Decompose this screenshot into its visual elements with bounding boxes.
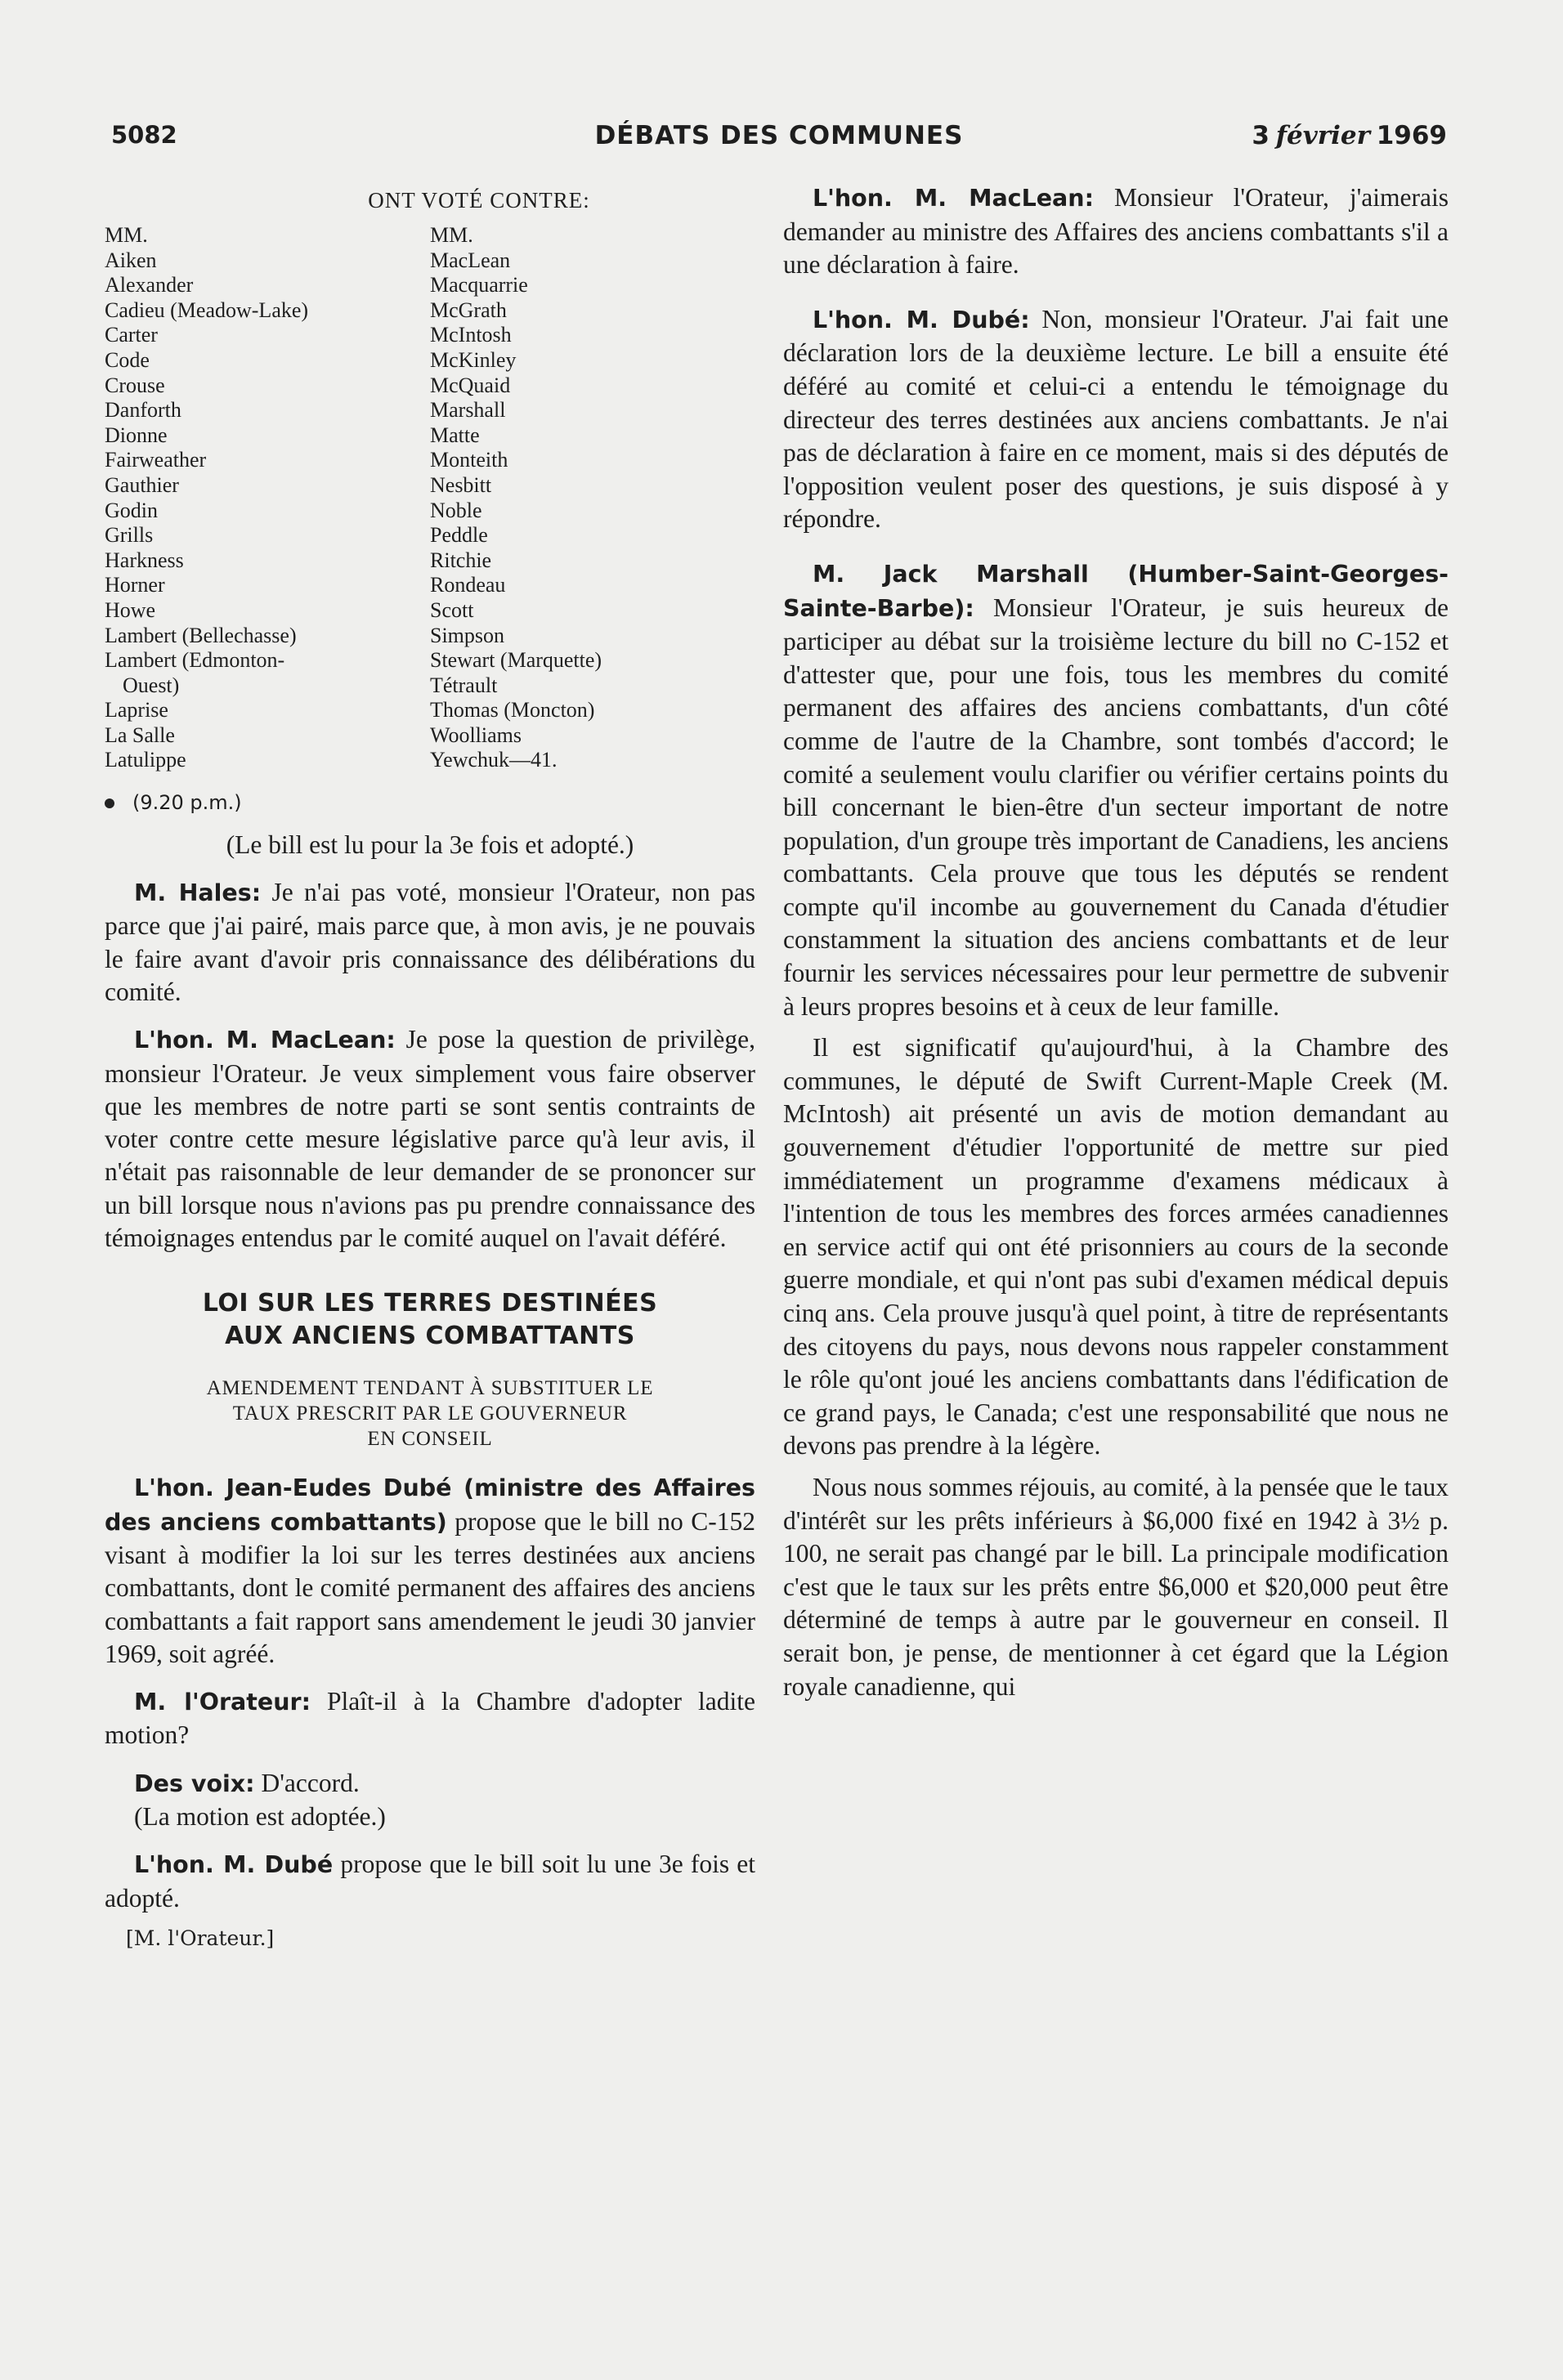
dube-answer <box>783 303 1449 536</box>
speech-text: propose que le bill soit lu une 3e fois et adopté. <box>105 1850 755 1912</box>
vote-name: Latulippe <box>105 748 186 772</box>
vote-name: Matte <box>430 423 480 447</box>
vote-name: Howe <box>105 597 156 622</box>
marshall-paragraph <box>783 557 1449 1023</box>
votes-column-1 <box>105 223 430 773</box>
orateur-paragraph <box>105 1685 755 1752</box>
vote-name: Crouse <box>105 373 165 397</box>
vote-name: Scott <box>430 597 474 622</box>
vote-name: Thomas (Moncton) <box>430 698 595 722</box>
speaker-name: Des voix: <box>134 1769 255 1797</box>
section-title-line: LOI SUR LES TERRES DESTINÉES <box>202 1289 658 1318</box>
speech-text: Plaît-il à la Chambre d'adopter ladite motion? <box>105 1687 755 1750</box>
speaker-name: L'hon. M. MacLean: <box>813 185 1094 212</box>
vote-name: MacLean <box>430 248 511 272</box>
bullet-icon <box>105 799 114 808</box>
speech-text: propose que le bill no C-152 visant à modifier la loi sur les terres destinées aux anciens combattants, dont le comité permanent des affaires des anciens combattants a fait rapport sans amendement le jeudi 30 janvier 1969, soit agréé. <box>105 1506 756 1668</box>
date-year: 1969 <box>1376 121 1447 150</box>
speaker-name: M. l'Orateur: <box>134 1689 311 1716</box>
votes-col1-head: MM. <box>105 223 148 247</box>
vote-name: Stewart (Marquette) <box>430 648 602 673</box>
votes-column-2 <box>430 223 755 773</box>
hales-paragraph <box>105 876 755 1009</box>
speech-text: Je n'ai pas voté, monsieur l'Orateur, non pas parce que j'ai pairé, mais parce que, à mon avis, je ne pouvais le faire avant d'avoir pris connaissance des délibérations du comité. <box>105 878 756 1006</box>
vote-name: Laprise <box>105 698 168 722</box>
speaker-name: M. Hales: <box>134 879 262 907</box>
page-header <box>111 121 1447 154</box>
section-subtitle-line: EN CONSEIL <box>367 1428 493 1451</box>
vote-name: Ritchie <box>430 548 492 572</box>
vote-name: Alexander <box>105 273 194 298</box>
vote-name: Danforth <box>105 398 181 423</box>
vote-name: McIntosh <box>430 323 512 347</box>
voix-paragraph <box>105 1767 755 1801</box>
vote-name: Cadieu (Meadow-Lake) <box>105 298 309 322</box>
marshall-paragraph-3: Nous nous sommes réjouis, au comité, à la pensée que le taux d'intérêt sur les prêts inférieurs à $6,000 fixé en 1942 à 3½ p. 100, ne serait pas changé par le bill. La principale modification c'est que le taux sur les prêts entre $6,000 et $20,000 peut être déterminé de temps à autre par le gouverneur en conseil. Il serait bon, je pense, de mentionner à cet égard que la Légion royale canadienne, qui <box>783 1472 1449 1701</box>
bill-read-notice: (Le bill est lu pour la 3e fois et adopté.) <box>226 830 634 860</box>
speaker-name: M. Jack Marshall (Humber-Saint-Georges-Sainte-Barbe): <box>783 560 1449 622</box>
date-day: 3 <box>1252 121 1270 150</box>
vote-name: Grills <box>105 523 154 548</box>
vote-name: La Salle <box>105 722 175 747</box>
speech-text: Non, monsieur l'Orateur. J'ai fait une déclaration lors de la deuxième lecture. Le bill a ensuite été déféré au comité et celui-ci a entendu le témoignage du directeur des terres destinées aux anciens combattants. Je n'ai pas de déclaration à faire en ce moment, mais si des députés de l'opposition veulent poser des questions, je suis disposé à y répondre. <box>783 304 1449 534</box>
speaker-footnote: [M. l'Orateur.] <box>126 1926 275 1950</box>
vote-name: Rondeau <box>430 573 506 597</box>
vote-name: Yewchuk—41. <box>430 748 558 772</box>
time-text: (9.20 p.m.) <box>132 791 242 815</box>
dube2-paragraph <box>105 1848 755 1915</box>
page-date <box>1252 121 1447 150</box>
vote-name: Carter <box>105 323 158 347</box>
maclean-question <box>783 181 1449 282</box>
left-column <box>105 181 755 1950</box>
votes-heading: ONT VOTÉ CONTRE: <box>368 188 590 212</box>
vote-name: Tétrault <box>430 673 498 697</box>
maclean-paragraph <box>105 1023 755 1255</box>
vote-name: McGrath <box>430 298 507 322</box>
vote-name: Horner <box>105 573 165 597</box>
dube-paragraph <box>105 1471 755 1671</box>
vote-name: Lambert (Edmonton- <box>105 648 285 673</box>
vote-name: Nesbitt <box>430 472 492 497</box>
speech-text: Je pose la question de privilège, monsieur l'Orateur. Je veux simplement vous faire observer que les membres de notre parti se sont sentis contraints de voter contre cette mesure législative parce qu'à leur avis, il n'était pas raisonnable de leur demander de se prononcer sur un bill lorsque nous n'avions pas pu prendre connaissance des témoignages entendus par le comité auquel on l'avait déféré. <box>105 1025 755 1253</box>
vote-name: Fairweather <box>105 448 207 472</box>
vote-name: Woolliams <box>430 722 522 747</box>
speaker-name: L'hon. Jean-Eudes Dubé (ministre des Affaires des anciens combattants) <box>105 1474 755 1536</box>
section-subtitle <box>105 1376 755 1452</box>
speech-text: D'accord. <box>261 1768 360 1797</box>
vote-name: Lambert (Bellechasse) <box>105 623 297 647</box>
speech-text: Monsieur l'Orateur, je suis heureux de participer au débat sur la troisième lecture du bill no C-152 et d'attester que, pour une fois, tous les membres du comité permanent des affaires des anciens combattants, d'un côté comme de l'autre de la Chambre, sont tombés d'accord; le comité a seulement voulu clarifier ou vérifier certains points du bill concernant le bien-être d'un secteur important de notre population, d'un groupe très important de Canadiens, les anciens combattants. Cela prouve que tous les députés se rendent compte qu'il incombe au gouvernement du Canada d'étudier constamment la situation des anciens combattants et de leur fournir les services nécessaires pour leur permettre de subvenir à leurs propres besoins et à ceux de leur famille. <box>783 593 1449 1021</box>
vote-name: Dionne <box>105 423 168 447</box>
vote-name: McQuaid <box>430 373 511 397</box>
vote-name: Simpson <box>430 623 505 647</box>
vote-name: Aiken <box>105 248 157 272</box>
vote-name: Peddle <box>430 523 488 548</box>
vote-name: Noble <box>430 498 482 522</box>
page-number: 5082 <box>111 121 177 149</box>
vote-name: Monteith <box>430 448 508 472</box>
votes-list <box>105 223 755 773</box>
speaker-name: L'hon. M. Dubé <box>134 1851 334 1879</box>
marshall-paragraph-2: Il est significatif qu'aujourd'hui, à la Chambre des communes, le député de Swift Current-Maple Creek (M. McIntosh) ait présenté un avis de motion demandant au gouvernement d'étudier l'opportunité de mettre sur pied immédiatement un programme d'examens médicaux à l'intention de tous les membres des forces armées canadiennes en service actif qui ont été prisonniers au cours de la seconde guerre mondiale, et qui n'ont pas subi d'examen médical depuis cinq ans. Cela prouve jusqu'à quel point, à titre de représentants des citoyens du pays, nous devons nous rappeler constamment le rôle qu'ont joué les anciens combattants dans l'édification de ce grand pays, le Canada; c'est une responsabilité que nous ne devons pas prendre à la légère. <box>783 1033 1449 1461</box>
speaker-name: L'hon. M. Dubé: <box>813 306 1030 333</box>
vote-name: Godin <box>105 498 158 522</box>
motion-adopted: (La motion est adoptée.) <box>134 1802 386 1831</box>
section-title-line: AUX ANCIENS COMBATTANTS <box>225 1322 635 1351</box>
publication-title: DÉBATS DES COMMUNES <box>594 121 964 150</box>
section-subtitle-line: TAUX PRESCRIT PAR LE GOUVERNEUR <box>232 1402 628 1425</box>
time-marker <box>105 791 755 814</box>
vote-name: Harkness <box>105 548 184 572</box>
vote-name: McKinley <box>430 347 517 372</box>
vote-name: Macquarrie <box>430 273 528 298</box>
vote-name: Ouest) <box>123 673 180 697</box>
section-subtitle-line: AMENDEMENT TENDANT À SUBSTITUER LE <box>206 1377 654 1400</box>
vote-name: Gauthier <box>105 472 179 497</box>
vote-name: Code <box>105 347 150 372</box>
section-title <box>105 1287 755 1353</box>
speaker-name: L'hon. M. MacLean: <box>134 1027 396 1054</box>
speech-text: Monsieur l'Orateur, j'aimerais demander au ministre des Affaires des anciens combattants s'il a une déclaration à faire. <box>783 183 1449 280</box>
date-month: février <box>1275 121 1370 150</box>
votes-col2-head: MM. <box>430 223 473 247</box>
vote-name: Marshall <box>430 398 506 423</box>
right-column <box>783 181 1449 1703</box>
